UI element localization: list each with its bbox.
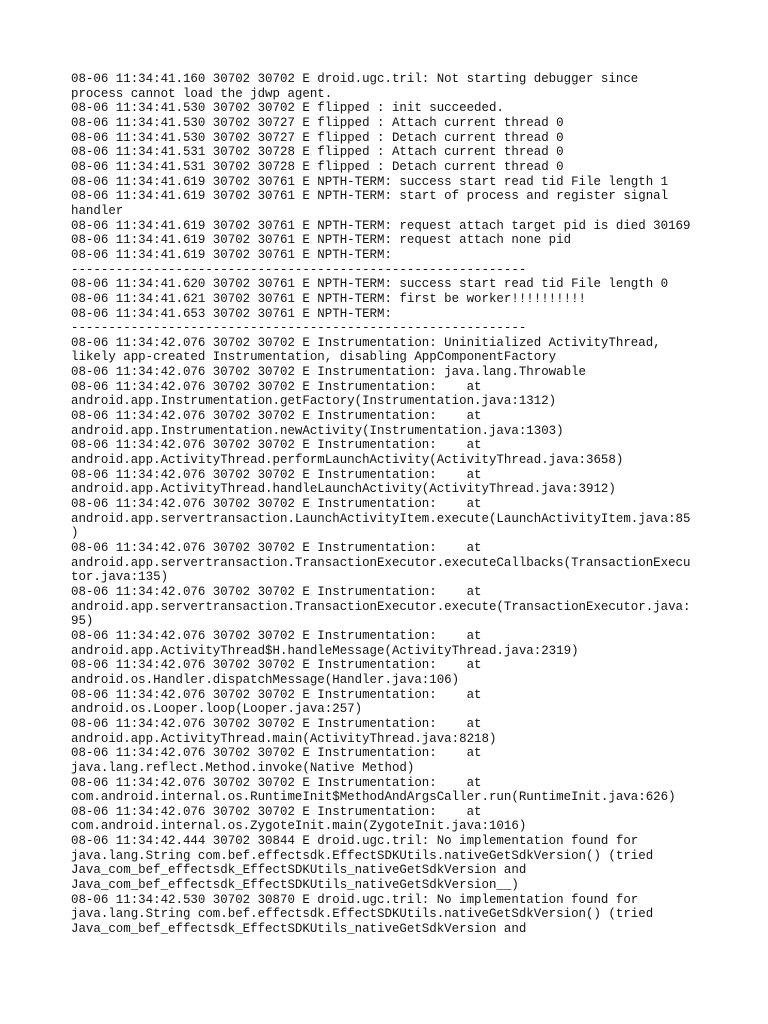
log-line: 08-06 11:34:41.653 30702 30761 E NPTH-TERM: xyxy=(71,306,392,321)
log-line: 08-06 11:34:42.076 30702 30702 E Instrumentation: java.lang.Throwable xyxy=(71,365,586,380)
log-line: 08-06 11:34:41.620 30702 30761 E NPTH-TERM: success start read tid File length 0 xyxy=(71,277,669,292)
log-line: handler xyxy=(71,203,124,218)
log-line: 08-06 11:34:42.530 30702 30870 E droid.ugc.tril: No implementation found for xyxy=(71,892,639,907)
log-line: android.app.Instrumentation.newActivity(Instrumentation.java:1303) xyxy=(71,423,564,438)
log-line: android.app.ActivityThread.main(ActivityThread.java:8218) xyxy=(71,731,497,746)
log-line: android.app.ActivityThread.handleLaunchActivity(ActivityThread.java:3912) xyxy=(71,482,616,497)
log-line: 95) xyxy=(71,614,94,629)
log-line: Java_com_bef_effectsdk_EffectSDKUtils_nativeGetSdkVersion and xyxy=(71,922,527,937)
log-line: android.app.Instrumentation.getFactory(Instrumentation.java:1312) xyxy=(71,394,557,409)
log-line: 08-06 11:34:42.444 30702 30844 E droid.ugc.tril: No implementation found for xyxy=(71,834,639,849)
log-line: 08-06 11:34:41.530 30702 30702 E flipped : init succeeded. xyxy=(71,101,504,116)
log-line: 08-06 11:34:42.076 30702 30702 E Instrumentation: at xyxy=(71,746,482,761)
log-line: android.app.ActivityThread.performLaunchActivity(ActivityThread.java:3658) xyxy=(71,453,624,468)
log-line: 08-06 11:34:41.619 30702 30761 E NPTH-TERM: success start read tid File length 1 xyxy=(71,174,669,189)
log-line: 08-06 11:34:42.076 30702 30702 E Instrumentation: at xyxy=(71,804,482,819)
log-line: 08-06 11:34:41.619 30702 30761 E NPTH-TERM: start of process and register signal xyxy=(71,189,669,204)
log-line: 08-06 11:34:41.531 30702 30728 E flipped : Attach current thread 0 xyxy=(71,145,564,160)
log-line: ------------------------------------------------------------- xyxy=(71,262,527,277)
log-lines xyxy=(71,72,711,937)
log-line: 08-06 11:34:41.160 30702 30702 E droid.ugc.tril: Not starting debugger since xyxy=(71,72,639,86)
log-line: android.app.ActivityThread$H.handleMessage(ActivityThread.java:2319) xyxy=(71,643,579,658)
log-line: 08-06 11:34:41.619 30702 30761 E NPTH-TERM: xyxy=(71,247,392,262)
log-line: android.app.servertransaction.TransactionExecutor.execute(TransactionExecutor.java: xyxy=(71,599,691,614)
log-document xyxy=(71,72,711,937)
log-line: 08-06 11:34:41.619 30702 30761 E NPTH-TERM: request attach target pid is died 30169 xyxy=(71,218,691,233)
log-line: 08-06 11:34:42.076 30702 30702 E Instrumentation: at xyxy=(71,628,482,643)
log-line: android.os.Handler.dispatchMessage(Handler.java:106) xyxy=(71,672,460,687)
log-line: 08-06 11:34:41.621 30702 30761 E NPTH-TERM: first be worker!!!!!!!!!! xyxy=(71,291,586,306)
log-line: java.lang.reflect.Method.invoke(Native Method) xyxy=(71,760,415,775)
log-line: android.app.servertransaction.LaunchActivityItem.execute(LaunchActivityItem.java:85 xyxy=(71,511,691,526)
log-line: process cannot load the jdwp agent. xyxy=(71,86,333,101)
log-line: java.lang.String com.bef.effectsdk.EffectSDKUtils.nativeGetSdkVersion() (tried xyxy=(71,848,654,863)
log-line: com.android.internal.os.RuntimeInit$MethodAndArgsCaller.run(RuntimeInit.java:626) xyxy=(71,790,676,805)
log-line: 08-06 11:34:42.076 30702 30702 E Instrumentation: at xyxy=(71,687,482,702)
log-line: likely app-created Instrumentation, disabling AppComponentFactory xyxy=(71,350,557,365)
log-line: ------------------------------------------------------------- xyxy=(71,321,527,336)
log-line: 08-06 11:34:41.531 30702 30728 E flipped : Detach current thread 0 xyxy=(71,159,564,174)
log-line: 08-06 11:34:42.076 30702 30702 E Instrumentation: at xyxy=(71,584,482,599)
log-line: 08-06 11:34:42.076 30702 30702 E Instrumentation: at xyxy=(71,409,482,424)
log-line: 08-06 11:34:42.076 30702 30702 E Instrumentation: at xyxy=(71,379,482,394)
log-line: 08-06 11:34:42.076 30702 30702 E Instrumentation: at xyxy=(71,438,482,453)
log-line: 08-06 11:34:41.530 30702 30727 E flipped : Detach current thread 0 xyxy=(71,130,564,145)
log-line: 08-06 11:34:42.076 30702 30702 E Instrumentation: at xyxy=(71,467,482,482)
log-line: 08-06 11:34:41.619 30702 30761 E NPTH-TERM: request attach none pid xyxy=(71,233,572,248)
log-line: 08-06 11:34:41.530 30702 30727 E flipped : Attach current thread 0 xyxy=(71,115,564,130)
log-line: android.app.servertransaction.TransactionExecutor.executeCallbacks(TransactionExecu xyxy=(71,555,691,570)
log-line: java.lang.String com.bef.effectsdk.EffectSDKUtils.nativeGetSdkVersion() (tried xyxy=(71,907,654,922)
log-line: com.android.internal.os.ZygoteInit.main(ZygoteInit.java:1016) xyxy=(71,819,527,834)
log-line: 08-06 11:34:42.076 30702 30702 E Instrumentation: at xyxy=(71,716,482,731)
log-line: Java_com_bef_effectsdk_EffectSDKUtils_nativeGetSdkVersion and xyxy=(71,863,527,878)
log-line: 08-06 11:34:42.076 30702 30702 E Instrumentation: at xyxy=(71,775,482,790)
log-line: 08-06 11:34:42.076 30702 30702 E Instrumentation: at xyxy=(71,497,482,512)
log-line: android.os.Looper.loop(Looper.java:257) xyxy=(71,702,363,717)
log-line: ) xyxy=(71,526,79,541)
log-line: 08-06 11:34:42.076 30702 30702 E Instrumentation: at xyxy=(71,541,482,555)
log-line: tor.java:135) xyxy=(71,570,169,585)
log-line: 08-06 11:34:42.076 30702 30702 E Instrumentation: Uninitialized ActivityThread, xyxy=(71,335,661,350)
log-line: 08-06 11:34:42.076 30702 30702 E Instrumentation: at xyxy=(71,658,482,673)
log-line: Java_com_bef_effectsdk_EffectSDKUtils_nativeGetSdkVersion__) xyxy=(71,878,519,893)
